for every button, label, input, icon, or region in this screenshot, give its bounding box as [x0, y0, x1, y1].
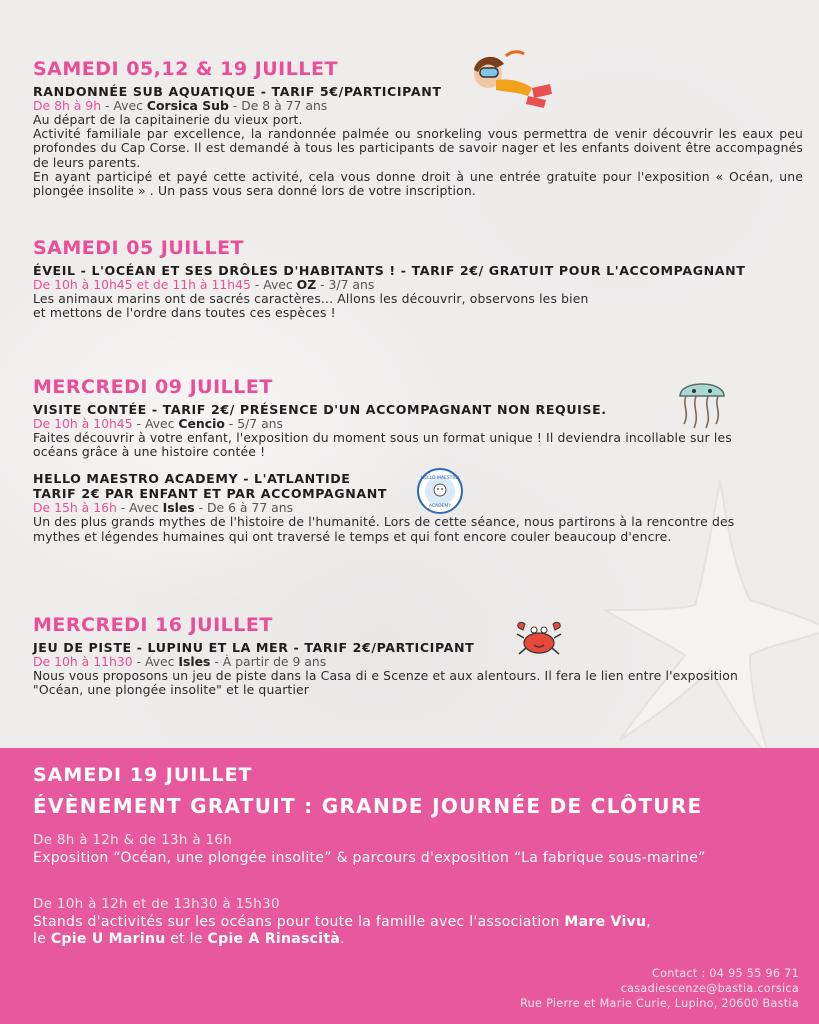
- meta-with-prefix: - Avec: [101, 98, 147, 113]
- event-host: Corsica Sub: [146, 98, 229, 113]
- event-host: Cencio: [178, 416, 225, 431]
- event-title: ÉVEIL - L'OCÉAN ET SES DRÔLES D'HABITANTS ! - TARIF 2€/ GRATUIT POUR L'ACCOMPAGNANT: [33, 263, 746, 278]
- event-desc: Au départ de la capitainerie du vieux port.: [33, 112, 303, 127]
- partner-name: Cpie A Rinascità: [207, 931, 341, 947]
- meta-with-prefix: - Avec: [132, 654, 179, 669]
- event-section-4: [33, 614, 803, 697]
- closing-date: SAMEDI 19 JUILLET: [33, 764, 253, 786]
- meta-with-prefix: - Avec: [116, 500, 163, 516]
- event-desc: Nous vous proposons un jeu de piste dans la Casa di e Scenze et aux alentours. Il fera le lien entre l'exposition "Océan, une plongée insolite" et le quartier: [33, 668, 738, 698]
- contact-block: [520, 966, 799, 1011]
- event-title: JEU DE PISTE - LUPINU ET LA MER - TARIF 2€/PARTICIPANT: [33, 640, 475, 655]
- text-part: le: [33, 931, 51, 947]
- event-date: SAMEDI 05,12 & 19 JUILLET: [33, 58, 338, 80]
- event-desc: et mettons de l'ordre dans toutes ces espèces !: [33, 305, 336, 321]
- event-meta: [33, 278, 803, 292]
- partner-name: Cpie U Marinu: [50, 931, 166, 947]
- event-time: De 10h à 11h30: [33, 654, 133, 669]
- text-part: ,: [646, 914, 652, 930]
- event-title: HELLO MAESTRO ACADEMY - L'ATLANTIDE: [33, 471, 351, 487]
- contact-phone: Contact : 04 95 55 96 71: [651, 967, 799, 980]
- event-section-2: [33, 237, 803, 320]
- hello-maestro-logo: [417, 468, 463, 514]
- event-section-1: [33, 58, 803, 198]
- event-title: TARIF 2€ PAR ENFANT ET PAR ACCOMPAGNANT: [33, 486, 388, 502]
- meta-with-prefix: - Avec: [132, 416, 179, 431]
- event-age: - 3/7 ans: [316, 277, 375, 292]
- event-age: - À partir de 9 ans: [210, 654, 327, 669]
- crab-icon: [513, 620, 565, 658]
- event-date: MERCREDI 09 JUILLET: [33, 376, 273, 398]
- event-title: RANDONNÉE SUB AQUATIQUE - TARIF 5€/PARTICIPANT: [33, 84, 442, 99]
- event-desc: Un des plus grands mythes de l'histoire de l'humanité. Lors de cette séance, nous partirons à la rencontre des mythes et légendes humaines qui ont traversé le temps et qui font encore couler beaucoup d'encre.: [33, 514, 735, 544]
- closing-text: [33, 914, 803, 948]
- logo-text-top: HELLO MAESTRO: [420, 476, 460, 481]
- closing-schedule-2: [33, 896, 803, 948]
- event-desc: Les animaux marins ont de sacrés caractères... Allons les découvrir, observons les bien: [33, 291, 589, 306]
- event-date: MERCREDI 16 JUILLET: [33, 614, 273, 636]
- event-time: De 10h à 10h45: [33, 416, 133, 431]
- contact-email[interactable]: casadiescenze@bastia.corsica: [620, 982, 799, 995]
- event-time: De 10h à 10h45 et de 11h à 11h45: [33, 277, 251, 292]
- event-title: VISITE CONTÉE - TARIF 2€/ PRÉSENCE D'UN ACCOMPAGNANT NON REQUISE.: [33, 402, 607, 417]
- jellyfish-icon: [676, 372, 728, 430]
- event-desc: Faites découvrir à votre enfant, l'exposition du moment sous un format unique ! Il deviendra incollable sur les océans grâce à une histoire contée !: [33, 430, 732, 460]
- event-host: Isles: [178, 654, 211, 669]
- event-meta: [33, 99, 803, 113]
- event-time: De 8h à 9h: [33, 98, 102, 113]
- event-age: - De 8 à 77 ans: [228, 98, 328, 113]
- closing-title: ÉVÈNEMENT GRATUIT : GRANDE JOURNÉE DE CLÔTURE: [33, 794, 703, 818]
- event-host: OZ: [296, 277, 317, 292]
- partner-name: Mare Vivu: [564, 914, 647, 930]
- logo-text-bottom: ACADEMY: [428, 504, 452, 509]
- event-desc: En ayant participé et payé cette activité, cela vous donne droit à une entrée gratuite pour l'exposition « Océan, une plongée insolite » . Un pass vous sera donné lors de votre inscription.: [33, 168, 803, 199]
- diver-icon: [466, 48, 556, 110]
- closing-text: Exposition “Océan, une plongée insolite” & parcours d'exposition “La fabrique sous-marine”: [33, 850, 706, 866]
- meta-with-prefix: - Avec: [250, 277, 297, 292]
- event-time: De 15h à 16h: [33, 500, 117, 516]
- text-part: Stands d'activités sur les océans pour toute la famille avec l'association: [33, 914, 565, 930]
- contact-address: Rue Pierre et Marie Curie, Lupino, 20600 Bastia: [520, 997, 799, 1010]
- text-part: et le: [165, 931, 208, 947]
- event-meta: [33, 655, 803, 669]
- event-age: - De 6 à 77 ans: [194, 500, 294, 516]
- text-part: .: [340, 931, 345, 947]
- closing-time: De 10h à 12h et de 13h30 à 15h30: [33, 896, 280, 912]
- event-host: Isles: [162, 500, 195, 516]
- closing-event-banner: [0, 748, 819, 1024]
- event-desc: Activité familiale par excellence, la randonnée palmée ou snorkeling vous permettra de venir découvrir les eaux peu profondes du Cap Corse. Il est demandé à tous les participants de savoir nager et les enfants doivent être accompagnés de leurs parents.: [33, 126, 803, 170]
- closing-schedule-1: [33, 832, 803, 867]
- closing-time: De 8h à 12h & de 13h à 16h: [33, 832, 233, 848]
- event-age: - 5/7 ans: [224, 416, 283, 431]
- event-date: SAMEDI 05 JUILLET: [33, 237, 245, 259]
